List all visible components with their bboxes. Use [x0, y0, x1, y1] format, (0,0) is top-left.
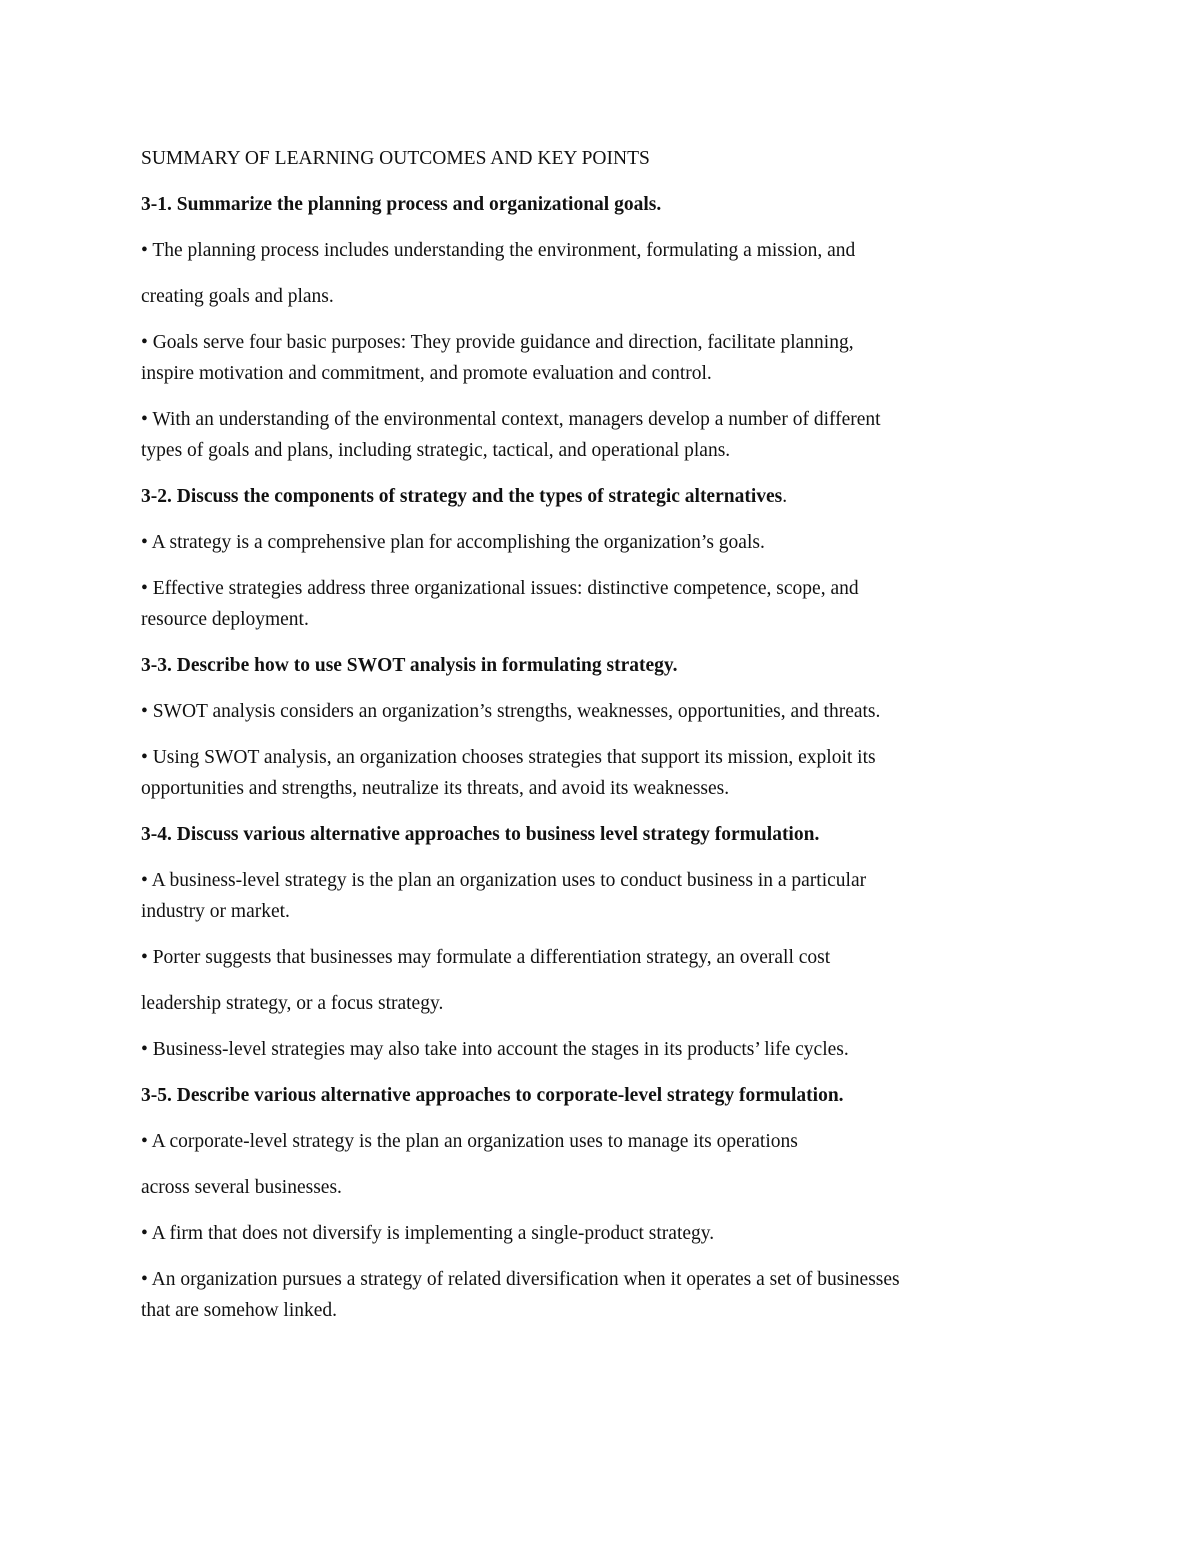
paragraph-line: • With an understanding of the environmental context, managers develop a number of different — [141, 409, 881, 430]
paragraph-line: • Using SWOT analysis, an organization chooses strategies that support its mission, exploit its — [141, 747, 876, 768]
paragraph-line: leadership strategy, or a focus strategy. — [141, 993, 444, 1014]
paragraph-line: resource deployment. — [141, 609, 309, 630]
paragraph-line: • A strategy is a comprehensive plan for accomplishing the organization’s goals. — [141, 532, 765, 553]
paragraph-line: • Business-level strategies may also take into account the stages in its products’ life cycles. — [141, 1039, 849, 1060]
section-heading-3-2-text: 3-2. Discuss the components of strategy and the types of strategic alternatives — [141, 486, 783, 507]
document-page — [141, 143, 1071, 1341]
section-heading-3-3: 3-3. Describe how to use SWOT analysis in formulating strategy. — [141, 655, 678, 676]
document-title: SUMMARY OF LEARNING OUTCOMES AND KEY POINTS — [141, 148, 650, 169]
paragraph-line: inspire motivation and commitment, and promote evaluation and control. — [141, 363, 712, 384]
paragraph-line: across several businesses. — [141, 1177, 342, 1198]
section-heading-3-2 — [141, 481, 1071, 512]
section-heading-3-1: 3-1. Summarize the planning process and organizational goals. — [141, 194, 662, 215]
paragraph-line: opportunities and strengths, neutralize its threats, and avoid its weaknesses. — [141, 778, 730, 799]
paragraph-line: • A business-level strategy is the plan an organization uses to conduct business in a particular — [141, 870, 867, 891]
paragraph-line: types of goals and plans, including strategic, tactical, and operational plans. — [141, 440, 731, 461]
paragraph-line: industry or market. — [141, 901, 290, 922]
paragraph-line: • SWOT analysis considers an organization’s strengths, weaknesses, opportunities, and threats. — [141, 701, 881, 722]
section-heading-3-2-tail: . — [782, 486, 788, 507]
paragraph-line: that are somehow linked. — [141, 1300, 338, 1321]
paragraph-line: • A firm that does not diversify is implementing a single-product strategy. — [141, 1223, 715, 1244]
section-heading-3-4: 3-4. Discuss various alternative approaches to business level strategy formulation. — [141, 824, 820, 845]
paragraph-line: • Porter suggests that businesses may formulate a differentiation strategy, an overall cost — [141, 947, 831, 968]
paragraph-line: • The planning process includes understanding the environment, formulating a mission, and — [141, 240, 856, 261]
section-heading-3-5: 3-5. Describe various alternative approaches to corporate-level strategy formulation. — [141, 1085, 844, 1106]
paragraph-line: • An organization pursues a strategy of related diversification when it operates a set of businesses — [141, 1269, 900, 1290]
paragraph-line: creating goals and plans. — [141, 286, 334, 307]
paragraph-line: • A corporate-level strategy is the plan an organization uses to manage its operations — [141, 1131, 798, 1152]
paragraph-line: • Effective strategies address three organizational issues: distinctive competence, scope, and — [141, 578, 859, 599]
paragraph-line: • Goals serve four basic purposes: They provide guidance and direction, facilitate planning, — [141, 332, 854, 353]
